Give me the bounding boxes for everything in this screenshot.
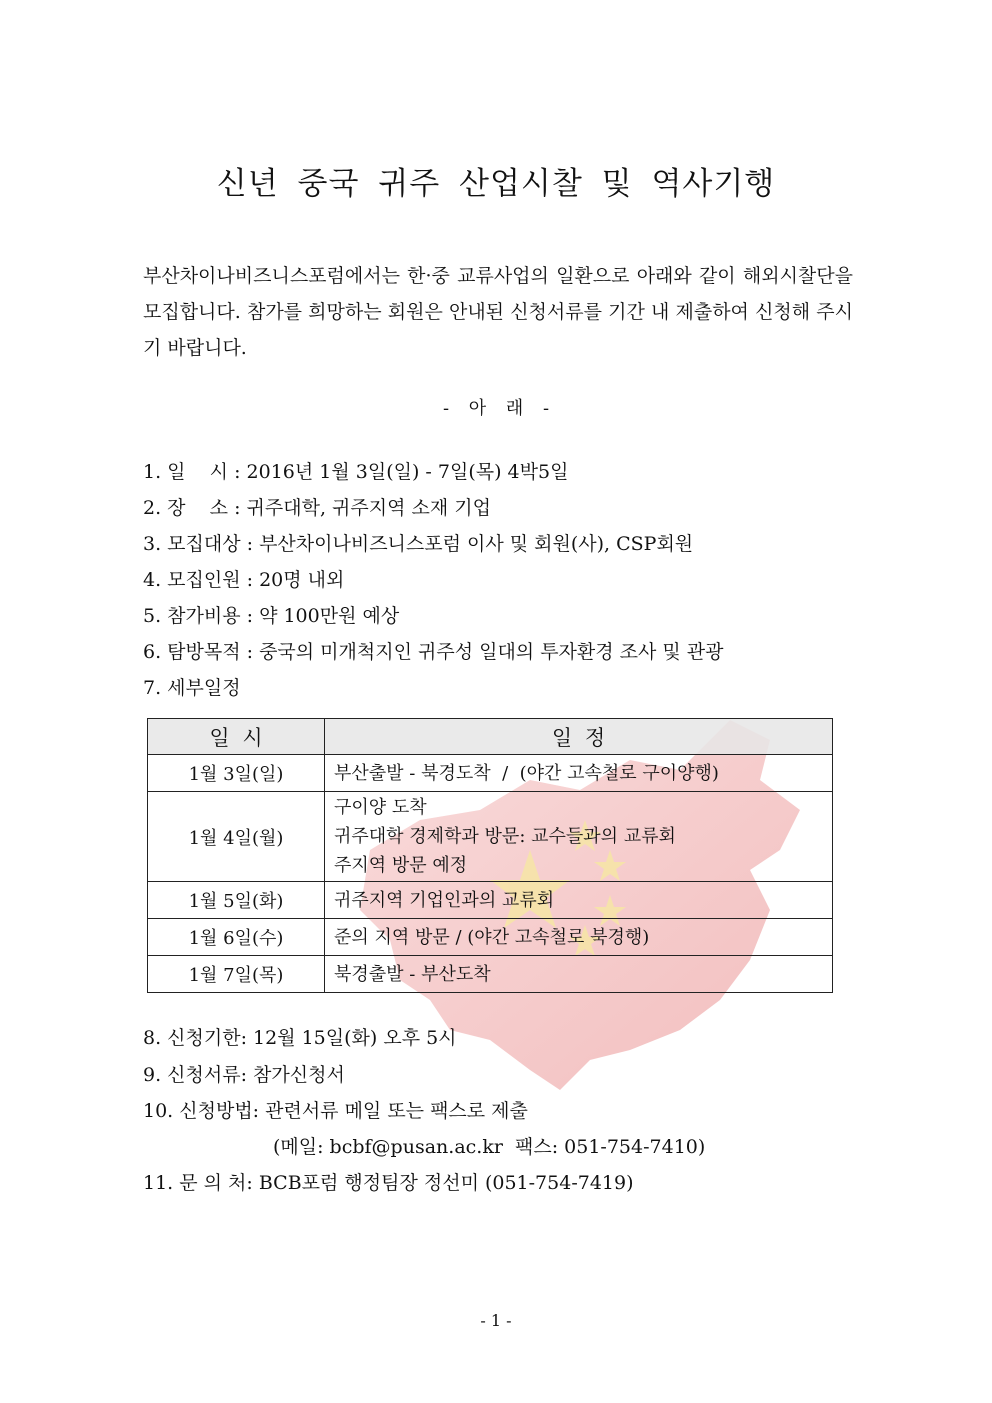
plan-line: 귀주지역 기업인과의 교류회 xyxy=(334,889,555,911)
item-value: 약 100만원 예상 xyxy=(259,605,400,627)
item-label: 2. 장 소 xyxy=(143,497,229,519)
plan-line: 구이양 도착 xyxy=(334,797,427,818)
item-value: 귀주대학, 귀주지역 소재 기업 xyxy=(246,497,491,519)
schedule-table xyxy=(147,718,833,993)
table-row xyxy=(148,792,833,882)
document-title: 신년 중국 귀주 산업시찰 및 역사기행 xyxy=(216,166,776,202)
item-documents: 9. 신청서류: 참가신청서 xyxy=(143,1064,345,1086)
schedule-date: 1월 6일(수) xyxy=(148,919,325,956)
schedule-date: 1월 7일(목) xyxy=(148,956,325,993)
item-deadline: 8. 신청기한: 12월 15일(화) 오후 5시 xyxy=(143,1027,457,1049)
item-label: 7. 세부일정 xyxy=(143,677,241,699)
plan-line: 귀주대학 경제학과 방문: 교수들과의 교류회 xyxy=(334,826,676,847)
item-schedule-heading xyxy=(143,673,241,700)
schedule-header-plan: 일 정 xyxy=(325,719,833,755)
plan-line: 부산출발 - 북경도착 / (야간 고속철로 구이양행) xyxy=(334,762,719,784)
item-label: 6. 탐방목적 xyxy=(143,641,241,663)
table-row xyxy=(148,956,833,993)
item-label: 4. 모집인원 xyxy=(143,569,241,591)
plan-line: 북경출발 - 부산도착 xyxy=(334,963,491,985)
plan-line: 주지역 방문 예정 xyxy=(334,855,468,876)
schedule-date: 1월 3일(일) xyxy=(148,755,325,792)
intro-paragraph: 부산차이나비즈니스포럼에서는 한·중 교류사업의 일환으로 아래와 같이 해외시찰단을 모집합니다. 참가를 희망하는 회원은 안내된 신청서류를 기간 내 제출하여 신청해 주시기 바랍니다. xyxy=(143,265,853,359)
table-row xyxy=(148,755,833,792)
item-value: 20명 내외 xyxy=(259,569,345,591)
item-label: 1. 일 시 xyxy=(143,461,229,483)
page-number: - 1 - xyxy=(480,1311,512,1330)
schedule-header-date: 일 시 xyxy=(148,719,325,755)
schedule-date: 1월 5일(화) xyxy=(148,882,325,919)
item-method: 10. 신청방법: 관련서류 메일 또는 팩스로 제출 xyxy=(143,1100,528,1122)
item-value: 부산차이나비즈니스포럼 이사 및 회원(사), CSP회원 xyxy=(259,533,694,555)
plan-line: 준의 지역 방문 / (야간 고속철로 북경행) xyxy=(334,926,650,948)
item-label: 3. 모집대상 xyxy=(143,533,241,555)
section-marker: - 아 래 - xyxy=(442,398,550,419)
item-inquiry: 11. 문 의 처: BCB포럼 행정팀장 정선미 (051-754-7419) xyxy=(143,1172,634,1194)
item-headcount: 4. 모집인원 : 20명 내외 xyxy=(143,569,345,591)
schedule-plan xyxy=(325,956,833,993)
schedule-plan xyxy=(325,792,833,882)
item-value: 중국의 미개척지인 귀주성 일대의 투자환경 조사 및 관광 xyxy=(259,641,724,663)
item-value: 2016년 1월 3일(일) - 7일(목) 4박5일 xyxy=(246,461,569,483)
item-cost: 5. 참가비용 : 약 100만원 예상 xyxy=(143,605,400,627)
table-row xyxy=(148,882,833,919)
schedule-date: 1월 4일(월) xyxy=(148,792,325,882)
item-date: 1. 일 시 : 2016년 1월 3일(일) - 7일(목) 4박5일 xyxy=(143,461,569,483)
item-target: 3. 모집대상 : 부산차이나비즈니스포럼 이사 및 회원(사), CSP회원 xyxy=(143,533,694,555)
schedule-header-row xyxy=(148,719,833,755)
schedule-plan xyxy=(325,755,833,792)
item-contact-detail: (메일: bcbf@pusan.ac.kr 팩스: 051-754-7410) xyxy=(273,1136,706,1158)
schedule-plan xyxy=(325,919,833,956)
table-row xyxy=(148,919,833,956)
item-label: 5. 참가비용 xyxy=(143,605,241,627)
schedule-plan xyxy=(325,882,833,919)
item-place: 2. 장 소 : 귀주대학, 귀주지역 소재 기업 xyxy=(143,497,491,519)
item-purpose: 6. 탐방목적 : 중국의 미개척지인 귀주성 일대의 투자환경 조사 및 관광 xyxy=(143,641,724,663)
